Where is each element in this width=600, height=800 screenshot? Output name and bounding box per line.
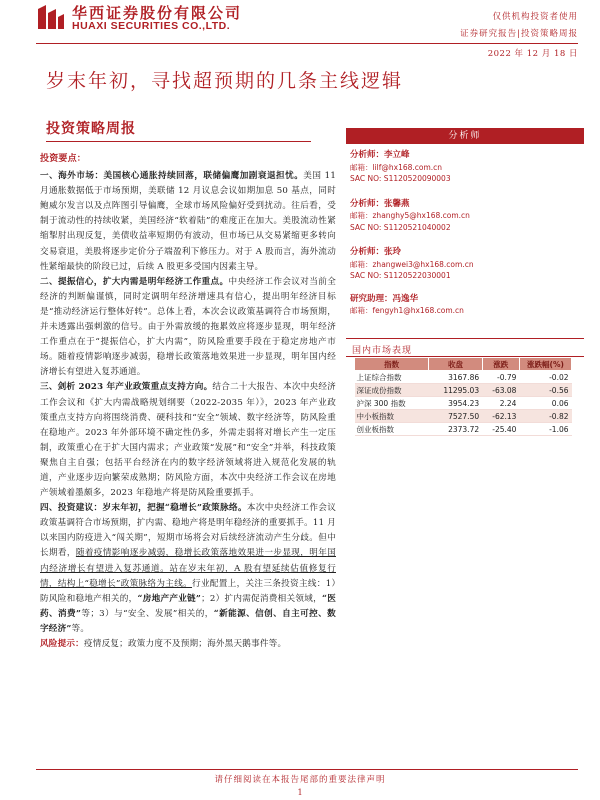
point-3 [40, 380, 336, 501]
market-divider-top [346, 338, 584, 339]
legal-notice: 请仔细阅读在本报告尾部的重要法律声明 [214, 775, 386, 785]
table-row [355, 371, 572, 384]
analyst-sac: SAC NO: S1120521040002 [350, 222, 451, 232]
col-header: 涨跌 [482, 358, 519, 371]
point-4-underlined: 随着疫情影响逐步减弱，稳增长政策落地效果进一步显现，明年国内经济增长有望进入复苏通道。站在岁末年初，A 股有望延续估值修复行情，结构上“稳增长”政策脉络为主线。 [40, 548, 336, 589]
change-value: 2.24 [482, 397, 519, 410]
analyst-panel [346, 128, 584, 317]
analyst-name: 分析师：李立峰 [350, 150, 410, 160]
change-pct: -0.56 [519, 384, 571, 397]
close-value: 11295.03 [429, 384, 482, 397]
header-divider [36, 43, 578, 44]
analyst-card [346, 294, 584, 317]
key-points-heading: 投资要点： [40, 154, 87, 164]
index-name: 上证综合指数 [355, 371, 429, 384]
footer-divider [36, 769, 578, 770]
point-2 [40, 275, 336, 381]
table-row [355, 384, 572, 397]
change-value: -0.79 [482, 371, 519, 384]
company-name-cn: 华西证券股份有限公司 [72, 4, 243, 22]
change-pct: 0.06 [519, 397, 571, 410]
report-header [0, 0, 600, 60]
index-name: 中小板指数 [355, 410, 429, 423]
index-name: 沪深 300 指数 [355, 397, 429, 410]
col-header: 指数 [355, 358, 429, 371]
analyst-sac: SAC NO: S1120522030001 [350, 271, 451, 280]
change-pct: -1.06 [519, 423, 571, 436]
point-1-heading: 一、海外市场：美国核心通胀持续回落，联储偏鹰加剧衰退担忧。 [40, 171, 304, 182]
report-date: 2022 年 12 月 18 日 [487, 49, 578, 59]
point-4-text-a: 本次中央经济工作会议政策基调符合市场预期，扩内需、稳地产将是明年稳经济的重要抓手。11 月以来国内防疫进入“闯关期”，短期市场将会对后续经济流动产生分歧。但中长期看， [40, 503, 336, 559]
report-subtitle: 投资策略周报 [46, 121, 136, 137]
huaxi-logo-icon [36, 3, 66, 31]
point-1-text: 美国 11 月通胀数据低于市场预期，美联储 12 月议息会议如期加息 50 基点，同时鲍威尔发言以及点阵图引导偏鹰，全球市场风险偏好受到扰动。往后看，受制于流动性的持续收紧，美国经济“软着陆”的难度正在加大。美股流动性紧缩掣肘出现反复，美债收益率短期仍有波动，但市场已从交易紧缩更多转向交易衰退，美股将逐步定价分子端盈利下修压力。对于 A 股而言，海外流动性紧缩最快的阶段已过，后续 A 股更多受国内因素主导。 [40, 171, 336, 272]
table-row [355, 410, 572, 423]
analyst-name: 研究助理：冯逸华 [350, 293, 419, 304]
analyst-name: 分析师：张玲 [350, 247, 402, 257]
analyst-email[interactable]: 邮箱：lilf@hx168.com.cn [350, 162, 443, 172]
market-header-row [355, 358, 572, 371]
point-4-text-h: 等。 [71, 623, 90, 634]
point-1 [40, 169, 336, 275]
change-value: -63.08 [482, 384, 519, 397]
point-3-heading: 三、剑析 2023 年产业政策重点支持方向。 [40, 382, 213, 393]
theme-tech: “新能源、信创、自主可控、数字经济” [40, 608, 336, 634]
close-value: 3954.23 [429, 397, 482, 410]
point-4-text-b: 行业配置上，关注三条投资主线：1）防风险和稳地产相关的， [40, 578, 336, 604]
point-4-text-d: ；2）扩内需促消费相关领域， [201, 593, 322, 604]
change-pct: -0.02 [519, 371, 571, 384]
analyst-sac: SAC NO: S1120520090003 [350, 174, 451, 183]
risk-text: 疫情反复；政策力度不及预期；海外黑天鹅事件等。 [83, 639, 287, 649]
change-value: -62.13 [482, 410, 519, 423]
theme-real-estate: “房地产产业链” [137, 593, 202, 604]
risk-label: 风险提示： [40, 639, 84, 649]
audience-tag: 仅供机构投资者使用 [492, 12, 578, 22]
col-header: 涨跌幅(%) [519, 358, 571, 371]
change-value: -25.40 [482, 423, 519, 436]
index-name: 创业板指数 [355, 423, 429, 436]
table-row [355, 423, 572, 436]
subtitle-divider [46, 141, 311, 142]
point-2-text: 中央经济工作会议对当前全经济的判断偏谨慎，同时定调明年经济增速具有信心，提出明年经济目标是“推动经济运行整体好转”。总体上看，本次会议政策基调符合市场预期，并未透露出强刺激的信号。由于外需放缓的拖累效应将逐步显现，明年经济工作重点在于“提振信心，扩大内需”，防风险重要手段在于稳定房地产市场。随着疫情影响逐步减弱，稳增长政策落地效果进一步显现，明年国内经济增长有望进入复苏通道。 [40, 276, 337, 378]
point-4-text-f: 等；3）与“安全、发展”相关的， [81, 608, 214, 619]
point-4 [40, 501, 336, 637]
main-body [40, 150, 336, 652]
theme-consumption: “医药、消费” [40, 593, 336, 619]
analyst-name: 分析师：张馨燕 [350, 198, 410, 209]
report-title: 岁末年初，寻找超预期的几条主线逻辑 [46, 70, 404, 92]
analyst-bar: 分析师 [346, 128, 584, 144]
analyst-email[interactable]: 邮箱：zhanghy5@hx168.com.cn [350, 211, 470, 220]
close-value: 7527.50 [429, 410, 482, 423]
risk-note [40, 637, 336, 652]
page-number: 1 [297, 788, 303, 797]
col-header: 收盘 [429, 358, 482, 371]
close-value: 2373.72 [429, 423, 482, 436]
index-name: 深证成份指数 [355, 384, 429, 397]
analyst-card [346, 199, 584, 234]
analyst-card [346, 247, 584, 282]
analyst-card [346, 150, 584, 185]
market-table [354, 357, 572, 436]
table-row [355, 397, 572, 410]
point-4-heading: 四、投资建议：岁末年初，把握“稳增长”政策脉络。 [40, 503, 247, 514]
point-3-text: 结合二十大报告、本次中央经济工作会议和《扩大内需战略规划纲要（2022-2035 年）》，2023 年产业政策重点支持方向将围绕消费、硬科技和“安全”领域、数字经济等，防风险重在稳地产。2023 年外部环境不确定性仍多，外需走弱将对增长产生一定压制，政策重心在于扩大国内需求；产业政策“发展”和“安全”并举，科技政策聚焦自主自强；包括平台经济在内的数字经济领域将进入规范化发展的轨道，产业逐步迈向繁荣成熟期；防风险方面，本次中央经济工作会议在房地产领域着墨颇多，2023 年稳地产将是防风险重要抓手。 [40, 382, 336, 499]
report-type-tag: 证券研究报告|投资策略周报 [460, 29, 578, 39]
analyst-email[interactable]: 邮箱：zhangwei3@hx168.com.cn [350, 259, 474, 269]
point-2-heading: 二、提振信心，扩大内需是明年经济工作重点。 [40, 276, 229, 287]
market-title: 国内市场表现 [352, 346, 413, 356]
analyst-email[interactable]: 邮箱：fengyh1@hx168.com.cn [350, 306, 464, 315]
change-pct: -0.82 [519, 410, 571, 423]
close-value: 3167.86 [429, 371, 482, 384]
company-name-en: HUAXI SECURITIES CO.,LTD. [72, 20, 231, 32]
